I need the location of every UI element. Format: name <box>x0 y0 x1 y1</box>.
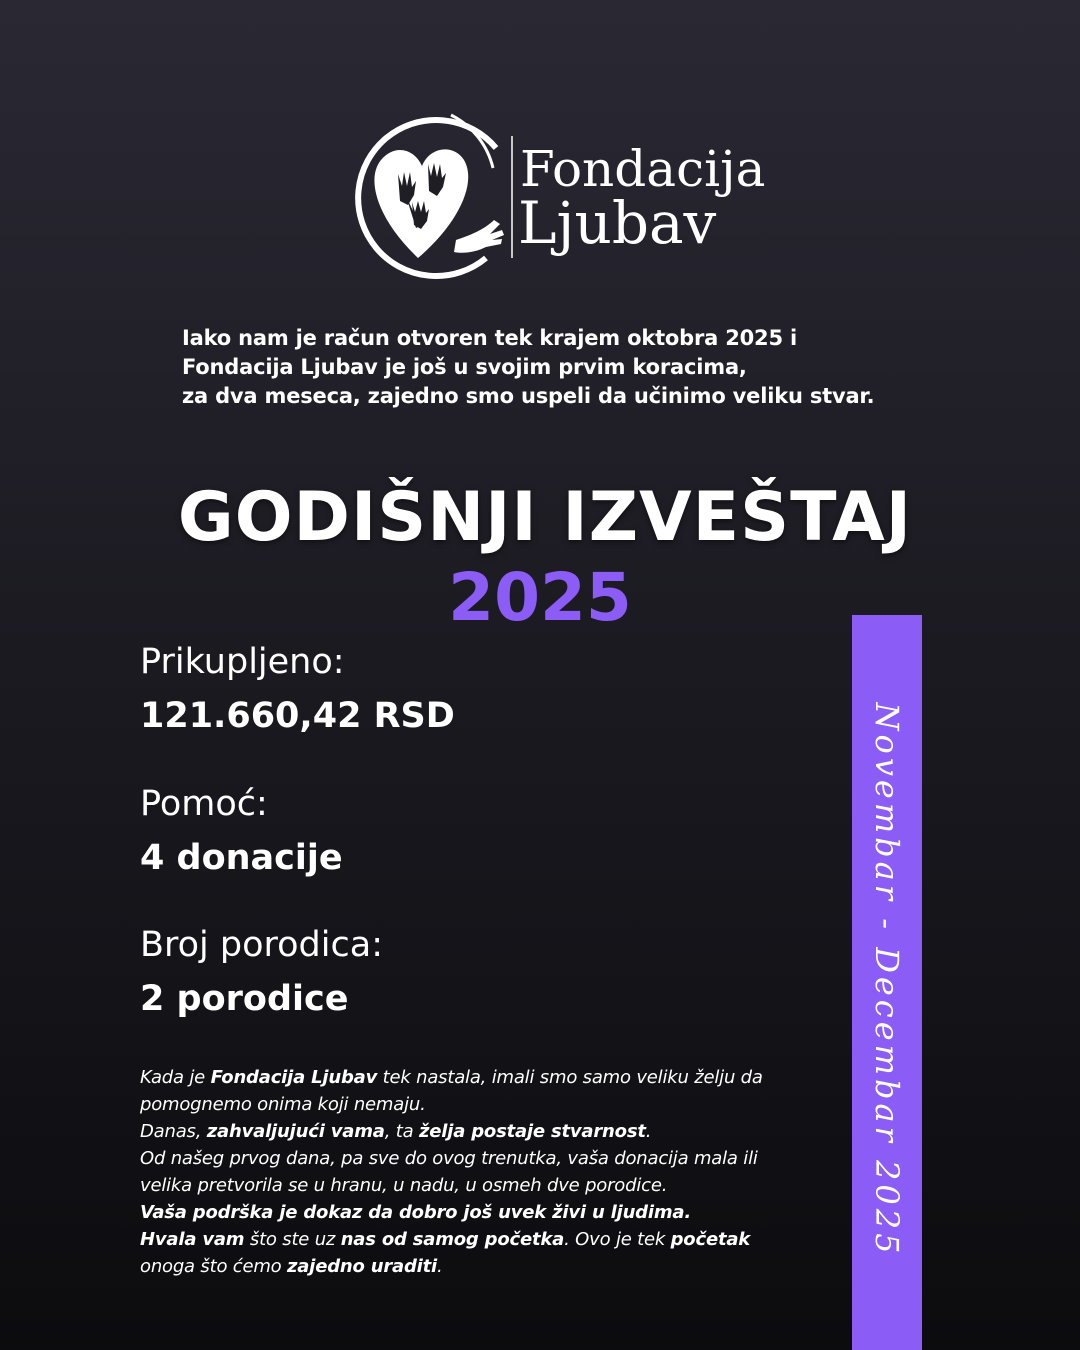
story-line: Danas, zahvaljujući vama, ta želja postaje stvarnost. <box>140 1121 652 1142</box>
heart-hands-icon <box>336 108 766 278</box>
stat-value-collected: 121.660,42 RSD <box>140 696 455 736</box>
story-line: Kada je Fondacija Ljubav tek nastala, imali smo samo veliku želju da <box>140 1067 763 1088</box>
stat-value-families: 2 porodice <box>140 979 349 1019</box>
report-title: GODIŠNJI IZVEŠTAJ <box>177 478 913 557</box>
stat-label-collected: Prikupljeno: <box>140 642 345 682</box>
story-line: velika pretvorila se u hranu, u nadu, u osmeh dve porodice. <box>140 1175 668 1196</box>
period-label: Novembar - Decembar 2025 <box>868 702 906 1258</box>
story-line: onoga što ćemo zajedno uraditi. <box>140 1256 443 1277</box>
stat-value-help: 4 donacije <box>140 838 343 878</box>
logo <box>336 108 766 278</box>
story-text <box>140 1064 860 1280</box>
stat-label-help: Pomoć: <box>140 784 268 824</box>
intro-line: Fondacija Ljubav je još u svojim prvim koracima, <box>182 355 747 379</box>
intro-text <box>182 324 982 411</box>
brand-name-line1: Fondacija <box>520 140 766 198</box>
report-year: 2025 <box>448 559 632 636</box>
intro-line: za dva meseca, zajedno smo uspeli da učinimo veliku stvar. <box>182 384 875 408</box>
brand-name-line2: Ljubav <box>518 189 717 257</box>
intro-line: Iako nam je račun otvoren tek krajem oktobra 2025 i <box>182 326 797 350</box>
story-line: pomognemo onima koji nemaju. <box>140 1094 426 1115</box>
story-line: Vaša podrška je dokaz da dobro još uvek živi u ljudima. <box>140 1202 691 1223</box>
stat-label-families: Broj porodica: <box>140 925 383 965</box>
story-line: Hvala vam što ste uz nas od samog početka. Ovo je tek početak <box>140 1229 751 1250</box>
period-ribbon <box>852 615 922 1350</box>
story-line: Od našeg prvog dana, pa sve do ovog trenutka, vaša donacija mala ili <box>140 1148 758 1169</box>
